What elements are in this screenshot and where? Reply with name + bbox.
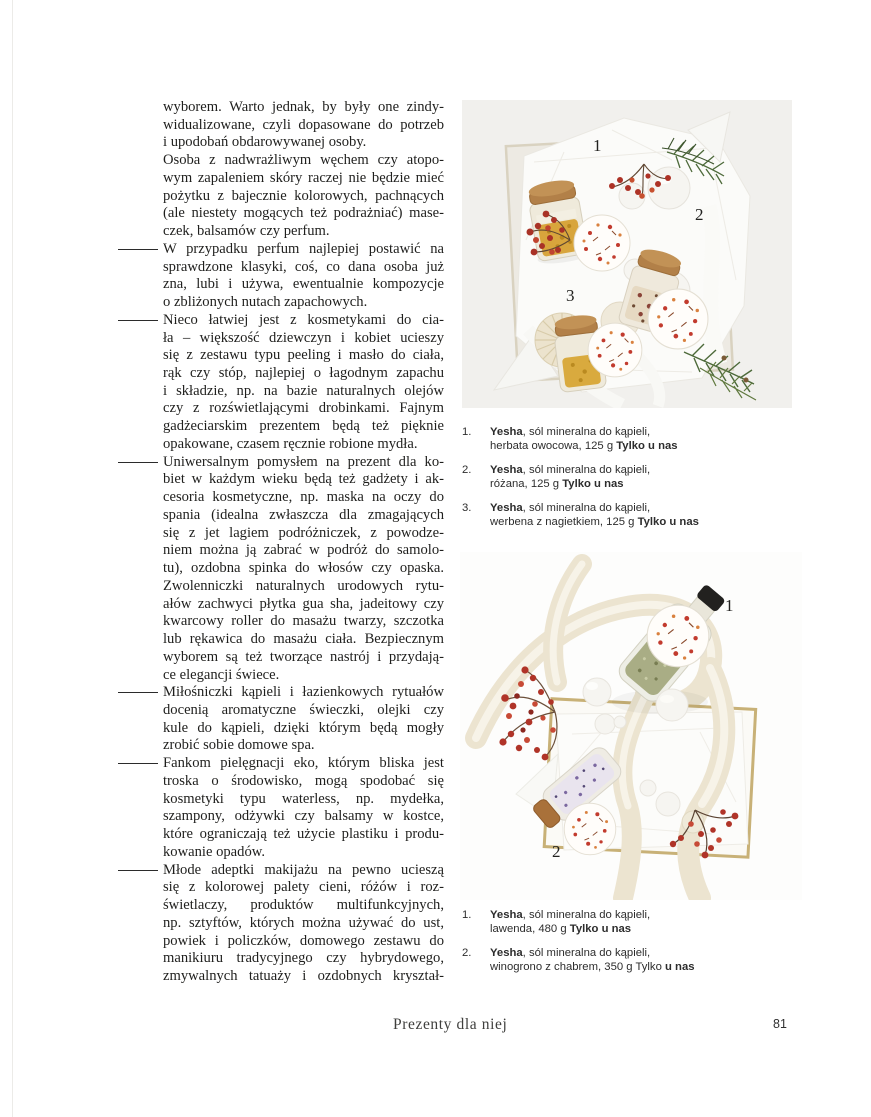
text-line: wyborem są też tworzące nastrój i przydają- — [163, 648, 444, 665]
caption-item-number: 2. — [462, 463, 472, 476]
caption-list-top — [462, 425, 722, 538]
text-line: biet w każdym wieku będą też gadżety i ak- — [163, 471, 444, 488]
text-line: opakowane, czasem ręcznie robione mydła. — [163, 435, 418, 452]
text-line: zrobić sobie domowe spa. — [163, 737, 315, 754]
paragraph-dash — [118, 462, 158, 463]
text-line: np. sztyftów, których można używać do ust, — [163, 914, 444, 931]
caption-item-text: Yesha, sól mineralna do kąpieli, werbena z nagietkiem, 125 g Tylko u nas — [490, 501, 699, 529]
text-line: kosmetyki typu waterless, np. mydełka, — [163, 790, 444, 807]
text-line: sprawdzone klasyki, coś, co dana osoba już — [163, 258, 444, 275]
paragraph — [163, 862, 444, 986]
paragraph — [163, 152, 444, 241]
photo-annotation-number: 1 — [593, 136, 602, 155]
caption-item — [462, 425, 722, 454]
text-line: spania (idealna zwłaszcza dla zmagających — [163, 506, 444, 523]
text-line: zna, lubi i używa, ewentualnie kompozycje — [163, 276, 444, 293]
text-line: się z jet lagiem podróżniczek, z powodze- — [163, 524, 444, 541]
caption-item — [462, 501, 722, 530]
text-line: kwarcowy roller do masażu twarzy, szczotka — [163, 613, 444, 630]
text-line: ła – większość dziewczyn i kobiet ucieszy — [163, 329, 444, 346]
paragraph — [163, 99, 444, 152]
paragraph-dash — [118, 763, 158, 764]
text-line: o zbliżonych nutach zapachowych. — [163, 294, 368, 311]
text-line: manikiuru tradycyjnego czy hybrydowego, — [163, 950, 444, 967]
text-line: kowanie opadów. — [163, 843, 265, 860]
text-line: cesoria kosmetyczne, np. maska na oczy do — [163, 489, 444, 506]
text-line: szampony, odżywki czy balsamy w kostce, — [163, 808, 444, 825]
page-number: 81 — [773, 1017, 787, 1031]
caption-item-text: Yesha, sól mineralna do kąpieli, różana, 125 g Tylko u nas — [490, 463, 651, 491]
text-line: rąk czy stóp, najlepiej o łagodnym zapachu — [163, 365, 444, 382]
text-line: lub rękawica do masażu ciała. Bezpiecznym — [163, 631, 444, 648]
paragraph — [163, 241, 444, 312]
text-line: tu), ozdobna spinka do włosów czy opaska. — [163, 560, 444, 577]
text-line: wyborem. Warto jednak, by były one zindy- — [163, 99, 444, 115]
text-line: się z kolorowej palety cieni, różów i roz- — [163, 879, 444, 896]
text-line: pożytku z bajecznie kolorowych, pachnących — [163, 187, 444, 204]
paragraph-dash — [118, 249, 158, 250]
text-line: czy z rozświetlającymi drobinkami. Fajnym — [163, 400, 444, 417]
text-line: się z zestawu typu peeling i masło do ciała, — [163, 347, 444, 364]
paragraph — [163, 755, 444, 861]
photo-annotation-number: 2 — [695, 205, 704, 224]
text-line: gadżeciarskim prezentem będą też pięknie — [163, 418, 444, 435]
caption-item-text: Yesha, sól mineralna do kąpieli, lawenda, 480 g Tylko u nas — [490, 909, 651, 936]
paragraph — [163, 312, 444, 454]
photo-annotation-number: 3 — [566, 286, 575, 305]
caption-item — [462, 946, 722, 975]
text-line: świetlaczy, produktów multifunkcyjnych, — [163, 897, 444, 914]
text-line: Miłośniczki kąpieli i łazienkowych rytuałów — [163, 684, 444, 701]
paragraph — [163, 454, 444, 685]
caption-list-bottom — [462, 908, 722, 984]
caption-item-number: 1. — [462, 426, 472, 438]
text-line: Fankom pielęgnacji eko, którym bliska jest — [163, 755, 444, 772]
article-text — [163, 99, 444, 986]
paragraph — [163, 684, 444, 755]
paragraph-dash — [118, 320, 158, 321]
text-line: Młode adeptki makijażu na pewno ucieszą — [163, 861, 444, 878]
text-line: powiek i policzków, domowego zestawu do — [163, 932, 444, 949]
text-line: i upodobań obdarowywanej osoby. — [163, 134, 367, 151]
text-line: docenią aromatyczne świeczki, olejki czy — [163, 701, 444, 718]
text-line: Osoba z nadwrażliwym węchem czy atopo- — [163, 152, 444, 169]
text-line: wym zapaleniem skóry raczej nie będzie mieć — [163, 169, 444, 186]
caption-item-text: Yesha, sól mineralna do kąpieli, herbata owocowa, 125 g Tylko u nas — [490, 426, 678, 453]
text-line: (ale niestety mogących też podrażniać) mase- — [163, 205, 444, 222]
paragraph-dash — [118, 870, 158, 871]
photo-annotation-number: 2 — [552, 842, 561, 861]
caption-item-number: 1. — [462, 909, 472, 921]
text-line: widualizowane, czyli dopasowane do potrzeb — [163, 116, 444, 133]
text-line: kule do kąpieli, dzięki którym będą mogły — [163, 719, 444, 736]
gift-box-photo-top-image — [462, 100, 792, 408]
text-line: Zwolenniczki naturalnych urodowych rytu- — [163, 577, 444, 594]
text-line: W przypadku perfum najlepiej postawić na — [163, 240, 444, 257]
caption-item-text: Yesha, sól mineralna do kąpieli, winogrono z chabrem, 350 g Tylko u nas — [490, 946, 695, 974]
page-edge-line — [12, 0, 13, 1117]
text-line: czek, balsamów czy perfum. — [163, 223, 330, 240]
caption-item-number: 2. — [462, 946, 472, 959]
text-line: ce elegancji świece. — [163, 666, 280, 683]
text-line: które ograniczają też użycie plastiku i produ- — [163, 826, 444, 843]
text-line: Uniwersalnym pomysłem na prezent dla ko- — [163, 453, 444, 470]
gift-box-photo-top — [462, 100, 792, 408]
caption-item — [462, 463, 722, 492]
photo-annotation-number: 1 — [725, 596, 734, 615]
caption-item-number: 3. — [462, 501, 472, 514]
text-line: zmywalnych tatuaży i ozdobnych kryształ- — [163, 967, 444, 984]
text-line: ałów zachwyci płytka gua sha, jadeitowy czy — [163, 595, 444, 612]
gift-box-photo-bottom-image — [460, 552, 802, 900]
text-line: Nieco łatwiej jest z kosmetykami do cia- — [163, 311, 444, 328]
caption-item — [462, 908, 722, 937]
section-title: Prezenty dla niej — [393, 1016, 508, 1033]
gift-box-photo-bottom — [460, 552, 802, 900]
text-line: troska o środowisko, mogą spodobać się — [163, 772, 444, 789]
paragraph-dash — [118, 692, 158, 693]
text-line: i składzie, np. na bazie naturalnych olejów — [163, 382, 444, 399]
text-line: niem można ją zabrać w podróż do samolo- — [163, 542, 444, 559]
